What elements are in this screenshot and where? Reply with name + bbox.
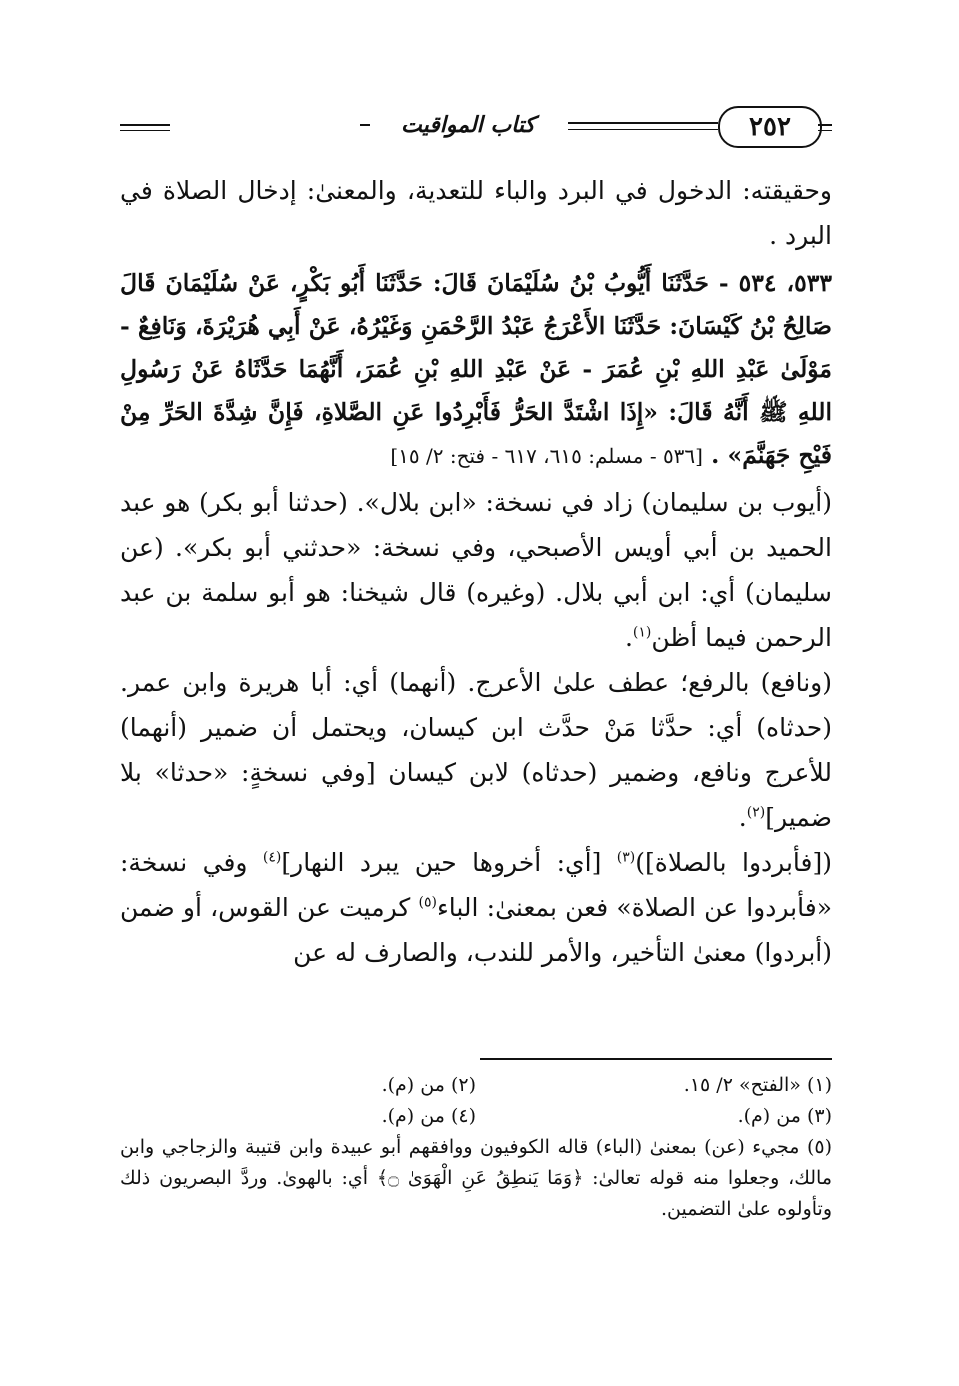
paragraph-4-part-a: ([فأبردوا بالصلاة])	[635, 848, 833, 877]
footnote-separator	[480, 1058, 832, 1060]
main-text	[120, 168, 832, 975]
header-rule-end	[818, 124, 832, 126]
footnote-marker-2: (٢)	[746, 804, 766, 821]
hadith-body: ٥٣٣، ٥٣٤ - حَدَّثَنَا أَيُّوبُ بْنُ سُلَيْمَانَ قَالَ: حَدَّثَنَا أَبُو بَكْرٍ، عَنْ سُلَيْمَانَ قَالَ صَالِحُ بْنُ كَيْسَانَ: حَدَّثَنَا الأَعْرَجُ عَبْدُ الرَّحْمَنِ وَغَيْرُهُ، عَنْ أَبِي هُرَيْرَةَ، وَنَافِعٌ - مَوْلَىٰ عَبْدِ اللهِ بْنِ عُمَرَ - عَنْ عَبْدِ اللهِ بْنِ عُمَرَ، أَنَّهُمَا حَدَّثَاهُ عَنْ رَسُولِ اللهِ ﷺ أَنَّهُ قَالَ: «إِذَا اشْتَدَّ الحَرُّ فَأَبْرِدُوا عَنِ الصَّلاةِ، فَإِنَّ شِدَّةَ الحَرِّ مِنْ فَيْحِ جَهَنَّمَ» .	[120, 269, 832, 469]
book-title: كتاب المواقيت	[401, 112, 535, 138]
header-rule-left	[120, 124, 170, 126]
footnote-4: (٤) من (م).	[381, 1105, 476, 1127]
page-number: ٢٥٢	[718, 106, 822, 148]
paragraph-4-part-d: كرميت عن القوس، أو ضمن (أبردوا) معنىٰ التأخير، والأمر للندب، والصارف له عن	[120, 893, 832, 967]
running-header	[120, 104, 832, 148]
header-rule-end-thin	[818, 130, 832, 131]
paragraph-3-text: (ونافع) بالرفع؛ عطف علىٰ الأعرج. (أنهما) أي: أبا هريرة وابن عمر. (حدثاه) أي: حدَّثا مَنْ حدَّث ابن كيسان، ويحتمل أن ضمير (أنهما) للأعرج ونافع، وضمير (حدثاه) لابن كيسان [وفي نسخةٍ: «حدثا» بلا ضمير]	[120, 668, 832, 832]
paragraph-2-end: .	[624, 623, 633, 652]
header-rule-right-thin	[568, 129, 718, 130]
footnote-1: (١) «الفتح» ٢/ ١٥.	[683, 1074, 832, 1096]
footnote-2: (٢) من (م).	[381, 1074, 476, 1096]
header-rule-middle	[360, 124, 370, 126]
hadith-text	[120, 262, 832, 478]
footnote-marker-5: (٥)	[418, 894, 437, 911]
footnote-5: (٥) مجيء (عن) بمعنىٰ (الباء) قاله الكوفيون ووافقهم أبو عبيدة وابن قتيبة والزجاجي وابن مالك، وجعلوا منه قوله تعالىٰ: ﴿وَمَا يَنطِقُ عَنِ الْهَوَىٰ ۝﴾ أي: بالهوىٰ. وردَّ البصريون ذلك وتأولوه علىٰ التضمين.	[120, 1136, 832, 1220]
paragraph-4	[120, 840, 832, 975]
footnote-3: (٣) من (م).	[737, 1105, 832, 1127]
footnotes	[120, 1070, 832, 1225]
footnote-marker-1: (١)	[632, 624, 652, 641]
paragraph-4-part-c: وفي نسخة: «فأبردوا عن الصلاة» فعن بمعنىٰ: الباء	[120, 848, 832, 922]
paragraph-1: وحقيقته: الدخول في البرد والباء للتعدية، والمعنىٰ: إدخال الصلاة في البرد .	[120, 176, 832, 250]
footnote-row-2	[120, 1101, 832, 1132]
header-rule-left-thin	[120, 130, 170, 131]
paragraph-3	[120, 660, 832, 840]
header-rule-right	[568, 122, 718, 124]
footnote-row-1	[120, 1070, 832, 1101]
footnote-marker-4: (٤)	[262, 849, 282, 866]
paragraph-4-part-b: [أي: أخروها حين يبرد النهار]	[281, 848, 617, 877]
paragraph-2-text: (أيوب بن سليمان) زاد في نسخة: «ابن بلال». (حدثنا أبو بكر) هو عبد الحميد بن أبي أويس الأصبحي، وفي نسخة: «حدثني أبو بكر». (عن سليمان) أي: ابن أبي بلال. (وغيره) قال شيخنا: هو أبو سلمة بن عبد الرحمن فيما أظن	[120, 488, 832, 652]
paragraph-3-end: .	[738, 803, 747, 832]
paragraph-2	[120, 480, 832, 660]
hadith-reference: [٥٣٦ - مسلم: ٦١٥، ٦١٧ - فتح: ٢/ ١٥]	[390, 444, 703, 468]
footnote-marker-3: (٣)	[616, 849, 636, 866]
